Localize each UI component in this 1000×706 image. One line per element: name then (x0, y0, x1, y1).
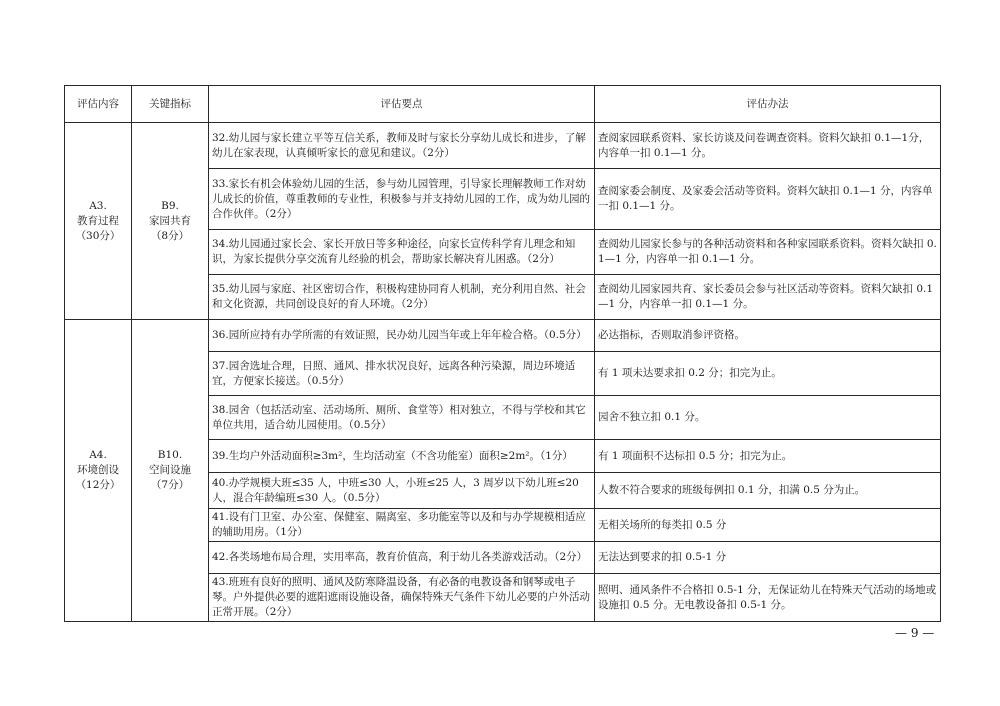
point-cell: 42.各类场地布局合理，实用率高，教育价值高，利于幼儿各类游戏活动。（2分） (209, 542, 595, 574)
method-cell: 园舍不独立扣 0.1 分。 (595, 396, 941, 440)
evaluation-table (64, 85, 941, 622)
point-cell: 39.生均户外活动面积≥3m²，生均活动室（不含功能室）面积≥2m²。（1分） (209, 440, 595, 473)
method-cell: 人数不符合要求的班级每例扣 0.1 分，扣满 0.5 分为止。 (595, 473, 941, 509)
point-cell: 34.幼儿园通过家长会、家长开放日等多种途径，向家长宣传科学育儿理念和知识，为家长提供分享交流育儿经验的机会，帮助家长解决育儿困惑。（2分） (209, 230, 595, 275)
indicator-cell-b10: B10. 空间设施 （7分） (132, 320, 209, 622)
method-cell: 有 1 项面积不达标扣 0.5 分；扣完为止。 (595, 440, 941, 473)
method-cell: 查阅幼儿园家园共育、家长委员会参与社区活动等资料。资料欠缺扣 0.1—1 分，内容单一扣 0.1—1 分。 (595, 275, 941, 320)
header-method: 评估办法 (595, 86, 941, 123)
table-header-row (65, 86, 941, 123)
point-cell: 37.园舍选址合理，日照、通风、排水状况良好，远离各种污染源，周边环境适宜，方便家长接送。（0.5分） (209, 352, 595, 396)
content-cell-a4: A4. 环境创设 （12分） (65, 320, 132, 622)
method-cell: 查阅家园联系资料、家长访谈及问卷调查资料。资料欠缺扣 0.1—1分，内容单一扣 0.1—1 分。 (595, 123, 941, 169)
content-cell-a3: A3. 教育过程 （30分） (65, 123, 132, 320)
method-cell: 有 1 项未达要求扣 0.2 分；扣完为止。 (595, 352, 941, 396)
method-cell: 必达指标，否则取消参评资格。 (595, 320, 941, 352)
point-cell: 40.办学规模大班≤35 人，中班≤30 人，小班≤25 人，3 周岁以下幼儿班≤20 人，混合年龄编班≤30 人。（0.5分） (209, 473, 595, 509)
method-cell: 查阅幼儿园家长参与的各种活动资料和各种家园联系资料。资料欠缺扣 0.1—1 分，内容单一扣 0.1—1 分。 (595, 230, 941, 275)
table-row (65, 123, 941, 169)
point-cell: 32.幼儿园与家长建立平等互信关系，教师及时与家长分享幼儿成长和进步，了解幼儿在家表现，认真倾听家长的意见和建议。（2分） (209, 123, 595, 169)
point-cell: 33.家长有机会体验幼儿园的生活，参与幼儿园管理，引导家长理解教师工作对幼儿成长的价值，尊重教师的专业性，积极参与并支持幼儿园的工作，成为幼儿园的合作伙伴。（2分） (209, 169, 595, 230)
page-number: — 9 — (895, 626, 935, 640)
header-points: 评估要点 (209, 86, 595, 123)
method-cell: 无相关场所的每类扣 0.5 分 (595, 509, 941, 542)
method-cell: 无法达到要求的扣 0.5-1 分 (595, 542, 941, 574)
point-cell: 35.幼儿园与家庭、社区密切合作，积极构建协同育人机制，充分利用自然、社会和文化资源，共同创设良好的育人环境。（2分） (209, 275, 595, 320)
point-cell: 43.班班有良好的照明、通风及防寒降温设备，有必备的电教设备和钢琴或电子琴。户外提供必要的遮阳遮雨设施设备，确保特殊天气条件下幼儿必要的户外活动正常开展。（2分） (209, 574, 595, 622)
header-indicator: 关键指标 (132, 86, 209, 123)
method-cell: 查阅家委会制度、及家委会活动等资料。资料欠缺扣 0.1—1 分，内容单一扣 0.1—1 分。 (595, 169, 941, 230)
method-cell: 照明、通风条件不合格扣 0.5-1 分，无保证幼儿在特殊天气活动的场地或设施扣 0.5 分。无电教设备扣 0.5-1 分。 (595, 574, 941, 622)
point-cell: 38.园舍（包括活动室、活动场所、厕所、食堂等）相对独立，不得与学校和其它单位共用，适合幼儿园使用。（0.5分） (209, 396, 595, 440)
header-content: 评估内容 (65, 86, 132, 123)
point-cell: 36.园所应持有办学所需的有效证照，民办幼儿园当年或上年年检合格。（0.5分） (209, 320, 595, 352)
point-cell: 41.设有门卫室、办公室、保健室、隔离室、多功能室等以及和与办学规模相适应的辅助用房。（1分） (209, 509, 595, 542)
table-row (65, 320, 941, 352)
indicator-cell-b9: B9. 家园共育 （8分） (132, 123, 209, 320)
